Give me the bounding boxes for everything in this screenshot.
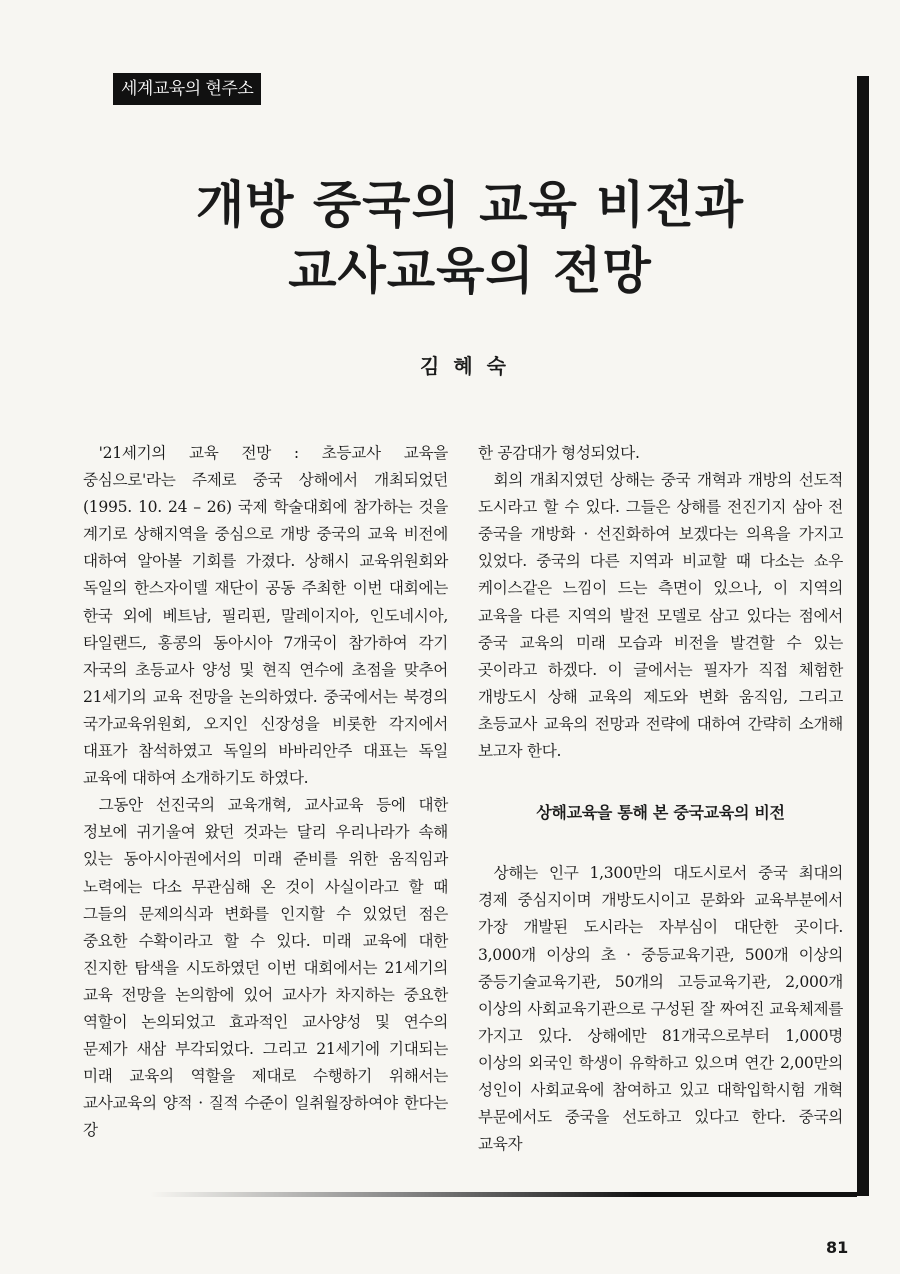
right-paragraph-1: 한 공감대가 형성되었다. (478, 444, 640, 462)
page-number: 81 (826, 1238, 849, 1257)
title-line-2: 교사교육의 전망 (288, 242, 652, 300)
section-tag: 세계교육의 현주소 (113, 73, 261, 105)
right-column (478, 440, 843, 1158)
title-line-1: 개방 중국의 교육 비전과 (195, 176, 745, 234)
right-paragraph-2: 회의 개최지였던 상해는 중국 개혁과 개방의 선도적 도시라고 할 수 있다. 그들은 상해를 전진기지 삼아 전 중국을 개방화 · 선진화하여 보겠다는 의욕을 가지고 있었다. 중국의 다른 지역과 비교할 때 다소는 쇼우 케이스같은 느낌이 드는 측면이 있으나, 이 지역의 교육을 다른 지역의 발전 모델로 삼고 있다는 점에서 중국 교육의 미래 모습과 비전을 발견할 수 있는 곳이라고 하겠다. 이 글에서는 필자가 직접 체험한 개방도시 상해 교육의 제도와 변화 움직임, 그리고 초등교사 교육의 전망과 전략에 대하여 간략히 소개해 보고자 한다. (478, 471, 843, 761)
left-paragraph-1: '21세기의 교육 전망 : 초등교사 교육을 중심으로'라는 주제로 중국 상해에서 개최되었던 (1995. 10. 24 – 26) 국제 학술대회에 참가하는 것을 계기로 상해지역을 중심으로 개방 중국의 교육 비전에 대하여 알아볼 기회를 가졌다. 상해시 교육위원회와 독일의 한스자이델 재단이 공동 주최한 이번 대회에는 한국 외에 베트남, 필리핀, 말레이지아, 인도네시아, 타일랜드, 홍콩의 동아시아 7개국이 참가하여 각기 자국의 초등교사 양성 및 현직 연수에 초점을 맞추어 21세기의 교육 전망을 논의하였다. 중국에서는 북경의 국가교육위원회, 오지인 신장성을 비롯한 각지에서 대표가 참석하였고 독일의 바바리안주 대표는 독일 교육에 대하여 소개하기도 하였다. (83, 444, 448, 788)
bottom-rule (150, 1192, 857, 1197)
article-title (150, 172, 790, 304)
right-margin-bar (857, 76, 869, 1196)
author-name: 김혜숙 (420, 354, 520, 378)
left-paragraph-2: 그동안 선진국의 교육개혁, 교사교육 등에 대한 정보에 귀기울여 왔던 것과는 달리 우리나라가 속해 있는 동아시아권에서의 미래 준비를 위한 움직임과 노력에는 다소 무관심해 온 것이 사실이라고 할 때 그들의 문제의식과 변화를 인지할 수 있었던 점은 중요한 수확이라고 할 수 있다. 미래 교육에 대한 진지한 탐색을 시도하였던 이번 대회에서는 21세기의 교육 전망을 논의함에 있어 교사가 차지하는 중요한 역할이 논의되었고 효과적인 교사양성 및 연수의 문제가 새삼 부각되었다. 그리고 21세기에 기대되는 미래 교육의 역할을 제대로 수행하기 위해서는 교사교육의 양적 · 질적 수준이 일취월장하여야 한다는 강 (83, 796, 448, 1140)
left-column (83, 440, 448, 1144)
right-paragraph-3: 상해는 인구 1,300만의 대도시로서 중국 최대의 경제 중심지이며 개방도시이고 문화와 교육부분에서 가장 개발된 도시라는 자부심이 대단한 곳이다. 3,000개 이상의 초 · 중등교육기관, 500개 이상의 중등기술교육기관, 50개의 고등교육기관, 2,000개 이상의 사회교육기관으로 구성된 잘 짜여진 교육체제를 가지고 있다. 상해에만 81개국으로부터 1,000명 이상의 외국인 학생이 유학하고 있으며 연간 2,00만의 성인이 사회교육에 참여하고 있고 대학입학시험 개혁 부문에서도 중국을 선도하고 있다고 한다. 중국의 교육자 (478, 864, 843, 1154)
section-heading: 상해교육을 통해 본 중국교육의 비전 (536, 803, 785, 823)
